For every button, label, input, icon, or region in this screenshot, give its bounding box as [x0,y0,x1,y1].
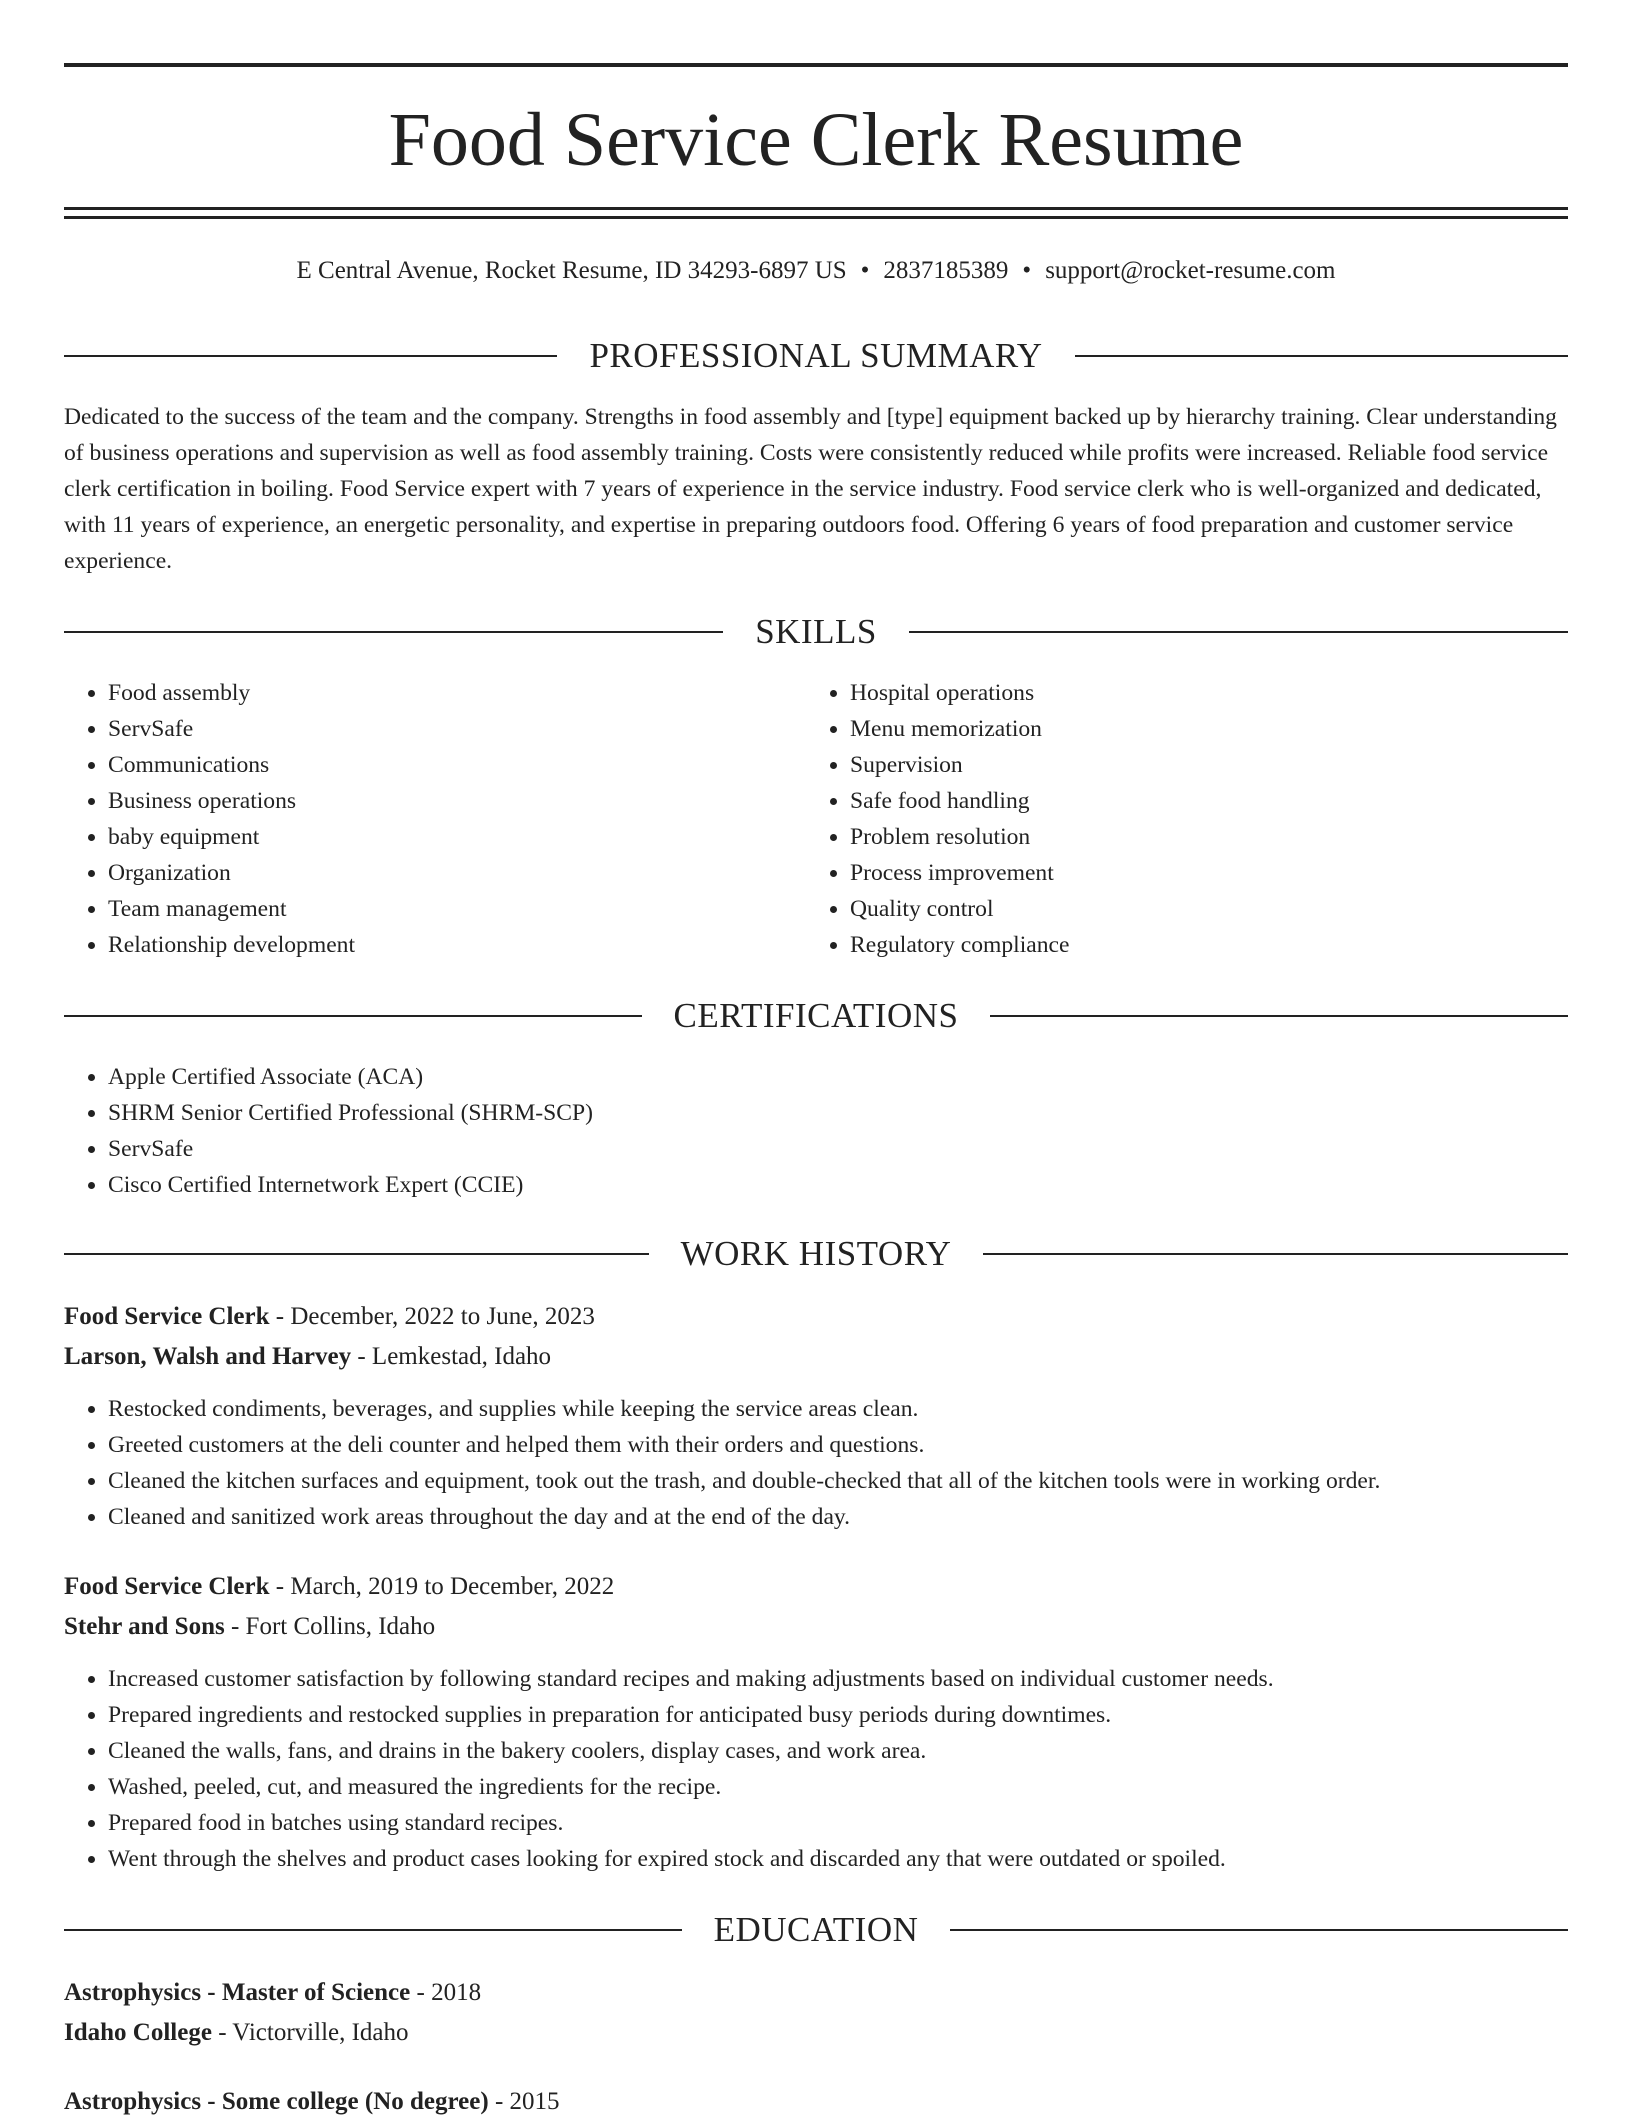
heading-rule [990,1015,1568,1017]
top-rule [64,63,1568,67]
education-school: Idaho College [64,2019,212,2046]
education-degree-line [64,2082,1568,2122]
job-location: - Lemkestad, Idaho [351,1343,552,1370]
title-double-rule [64,207,1568,219]
skill-item: • Menu memorization [850,711,1550,747]
education-year: - 2015 [488,2088,560,2115]
heading-rule [64,1015,642,1017]
job-company-line [64,1607,1568,1647]
contact-line [64,254,1568,288]
job-bullet: • Cleaned the kitchen surfaces and equipment, took out the trash, and double-checked that all of the kitchen tools were in working order. [108,1463,1568,1499]
job-title: Food Service Clerk [64,1303,270,1330]
certification-item: • Cisco Certified Internetwork Expert (CCIE) [108,1167,1568,1203]
job-bullet: • Increased customer satisfaction by following standard recipes and making adjustments based on individual customer needs. [108,1661,1568,1697]
contact-separator: • [860,257,870,284]
job-bullet: • Went through the shelves and product cases looking for expired stock and discarded any that were outdated or spoiled. [108,1841,1568,1877]
section-title: PROFESSIONAL SUMMARY [589,336,1043,375]
section-title: EDUCATION [713,1910,919,1949]
heading-rule [950,1929,1568,1931]
skill-item: • Problem resolution [850,819,1550,855]
skill-item: • ServSafe [108,711,808,747]
skill-item: • Relationship development [108,927,808,963]
section-heading-education [64,1908,1568,1952]
education-location: - Victorville, Idaho [211,2019,409,2046]
skill-item: • Process improvement [850,855,1550,891]
heading-rule [1075,355,1568,357]
job-location: - Fort Collins, Idaho [224,1613,436,1640]
heading-rule [64,355,557,357]
section-title: SKILLS [755,612,877,651]
education-degree: Astrophysics - Master of Science [64,1979,411,2006]
skill-item: • Food assembly [108,675,808,711]
skill-item: • Business operations [108,783,808,819]
skill-item: • baby equipment [108,819,808,855]
contact-separator: • [1022,257,1032,284]
education-degree: Astrophysics - Some college (No degree) [64,2088,489,2115]
contact-address: E Central Avenue, Rocket Resume, ID 34293-6897 US [296,257,847,284]
certifications-list [64,1059,1568,1203]
skill-item: • Quality control [850,891,1550,927]
skill-item: • Regulatory compliance [850,927,1550,963]
job-bullet: • Prepared food in batches using standard recipes. [108,1805,1568,1841]
section-heading-work-history [64,1232,1568,1276]
job-company: Larson, Walsh and Harvey [64,1343,352,1370]
job-company: Stehr and Sons [64,1613,225,1640]
summary-text: Dedicated to the success of the team and the company. Strengths in food assembly and [type] equipment backed up by hierarchy training. Clear understanding of business operations and supervision as well as food assembly training. Costs were consistently reduced while profits were increased. Reliable food service clerk certification in boiling. Food Service expert with 7 years of experience in the service industry. Food service clerk who is well-organized and dedicated, with 11 years of experience, an energetic personality, and expertise in preparing outdoors food. Offering 6 years of food preparation and customer service experience. [64,404,1557,574]
resume-title: Food Service Clerk Resume [388,98,1244,182]
skill-item: • Organization [108,855,808,891]
skill-item: • Communications [108,747,808,783]
skill-item: • Safe food handling [850,783,1550,819]
job-bullet: • Cleaned and sanitized work areas throughout the day and at the end of the day. [108,1499,1568,1535]
section-heading-skills [64,610,1568,654]
contact-phone: 2837185389 [883,257,1009,284]
job-bullet: • Greeted customers at the deli counter and helped them with their orders and questions. [108,1427,1568,1463]
job-bullets [64,1661,1568,1877]
heading-rule [64,1929,682,1931]
job-bullet: • Cleaned the walls, fans, and drains in the bakery coolers, display cases, and work area. [108,1733,1568,1769]
job-title: Food Service Clerk [64,1573,270,1600]
section-title: WORK HISTORY [680,1234,952,1273]
certification-item: • SHRM Senior Certified Professional (SHRM-SCP) [108,1095,1568,1131]
job-dates: - March, 2019 to December, 2022 [269,1573,615,1600]
certification-item: • Apple Certified Associate (ACA) [108,1059,1568,1095]
job-title-line [64,1297,1568,1337]
section-title: CERTIFICATIONS [673,996,959,1035]
education-school-line [64,2013,1568,2053]
skill-item: • Team management [108,891,808,927]
certification-item: • ServSafe [108,1131,1568,1167]
job-bullet: • Prepared ingredients and restocked supplies in preparation for anticipated busy periods during downtimes. [108,1697,1568,1733]
heading-rule [983,1253,1568,1255]
skills-list-right [806,675,1550,963]
job-bullets [64,1391,1568,1535]
heading-rule [64,631,723,633]
heading-rule [909,631,1568,633]
job-company-line [64,1337,1568,1377]
contact-email: support@rocket-resume.com [1045,257,1336,284]
job-dates: - December, 2022 to June, 2023 [269,1303,595,1330]
education-year: - 2018 [410,1979,482,2006]
skill-item: • Hospital operations [850,675,1550,711]
job-bullet: • Washed, peeled, cut, and measured the ingredients for the recipe. [108,1769,1568,1805]
section-heading-summary [64,334,1568,378]
skills-list-left [64,675,808,963]
heading-rule [64,1253,649,1255]
section-heading-certifications [64,994,1568,1038]
education-degree-line [64,1973,1568,2013]
skill-item: • Supervision [850,747,1550,783]
job-title-line [64,1567,1568,1607]
job-bullet: • Restocked condiments, beverages, and supplies while keeping the service areas clean. [108,1391,1568,1427]
